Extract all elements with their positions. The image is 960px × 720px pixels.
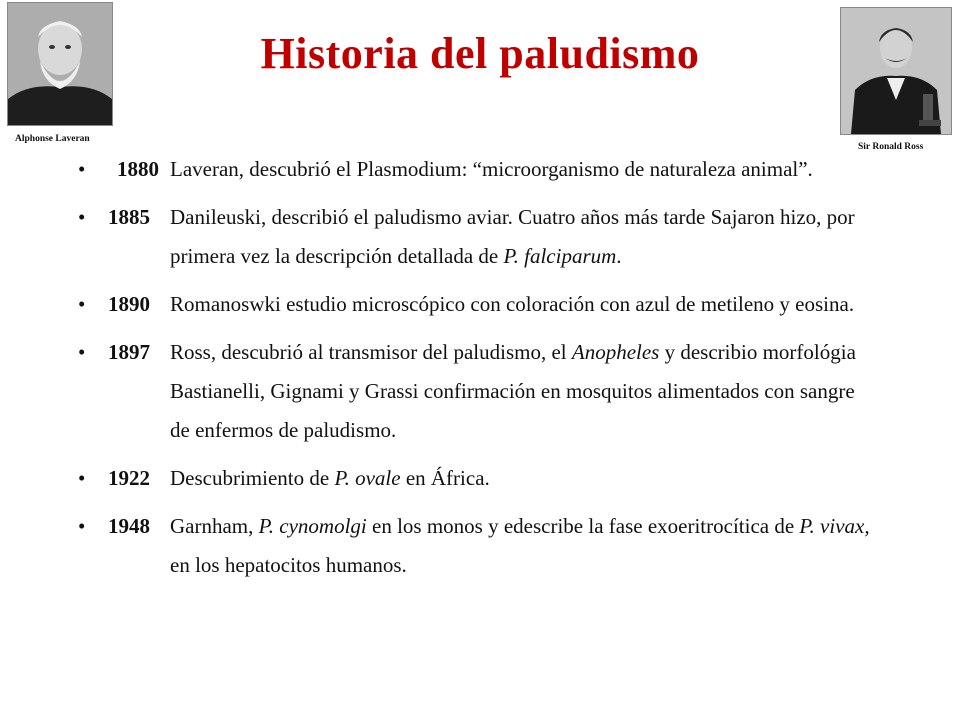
timeline-entry <box>78 198 878 276</box>
laveran-portrait-image <box>8 3 112 125</box>
slide-title: Historia del paludismo <box>260 29 700 78</box>
entry-year: 1885 <box>108 205 150 229</box>
entry-text: Garnham, <box>170 514 259 538</box>
entry-year: 1880 <box>117 157 159 181</box>
entry-text: en África. <box>400 466 490 490</box>
species-name: P. falciparum <box>503 244 617 268</box>
entry-year: 1948 <box>108 514 150 538</box>
timeline-list <box>78 150 878 594</box>
entry-text: en los hepatocitos humanos. <box>170 553 407 577</box>
bullet-icon: • <box>78 466 86 490</box>
ross-portrait <box>840 7 952 135</box>
laveran-portrait <box>7 2 113 126</box>
species-name: P. cynomolgi <box>258 514 367 538</box>
entry-year: 1922 <box>108 466 150 490</box>
entry-text: Danileuski, describió el paludismo aviar. Cuatro años más tarde Sajaron hizo, por primera vez la descripción detallada de <box>170 205 855 268</box>
entry-text: en los monos y edescribe la fase exoeritrocítica de <box>366 514 800 538</box>
bullet-icon: • <box>78 157 86 181</box>
species-name: P. vivax, <box>799 514 870 538</box>
bullet-icon: • <box>78 205 86 229</box>
entry-text: Ross, descubrió al transmisor del paludismo, el <box>170 340 572 364</box>
ross-caption: Sir Ronald Ross <box>858 142 924 152</box>
timeline-entry <box>78 507 878 585</box>
bullet-icon: • <box>78 340 86 364</box>
laveran-caption: Alphonse Laveran <box>15 134 90 144</box>
ross-portrait-image <box>841 8 951 134</box>
bullet-icon: • <box>78 292 86 316</box>
species-name: P. ovale <box>334 466 401 490</box>
timeline-entry <box>78 285 878 324</box>
entry-text: Descubrimiento de <box>170 466 335 490</box>
entry-year: 1890 <box>108 292 150 316</box>
bullet-icon: • <box>78 514 86 538</box>
entry-text: y describio morfológia Bastianelli, Gignami y Grassi confirmación en mosquitos alimentados con sangre de enfermos de paludismo. <box>170 340 856 442</box>
entry-year: 1897 <box>108 340 150 364</box>
timeline-entry <box>78 333 878 450</box>
entry-text: Laveran, descubrió el Plasmodium: “microorganismo de naturaleza animal”. <box>170 157 813 181</box>
species-name: Anopheles <box>571 340 660 364</box>
entry-text: . <box>616 244 622 268</box>
entry-text: Romanoswki estudio microscópico con coloración con azul de metileno y eosina. <box>170 292 855 316</box>
timeline-entry <box>78 459 878 498</box>
timeline-entry <box>78 150 878 189</box>
